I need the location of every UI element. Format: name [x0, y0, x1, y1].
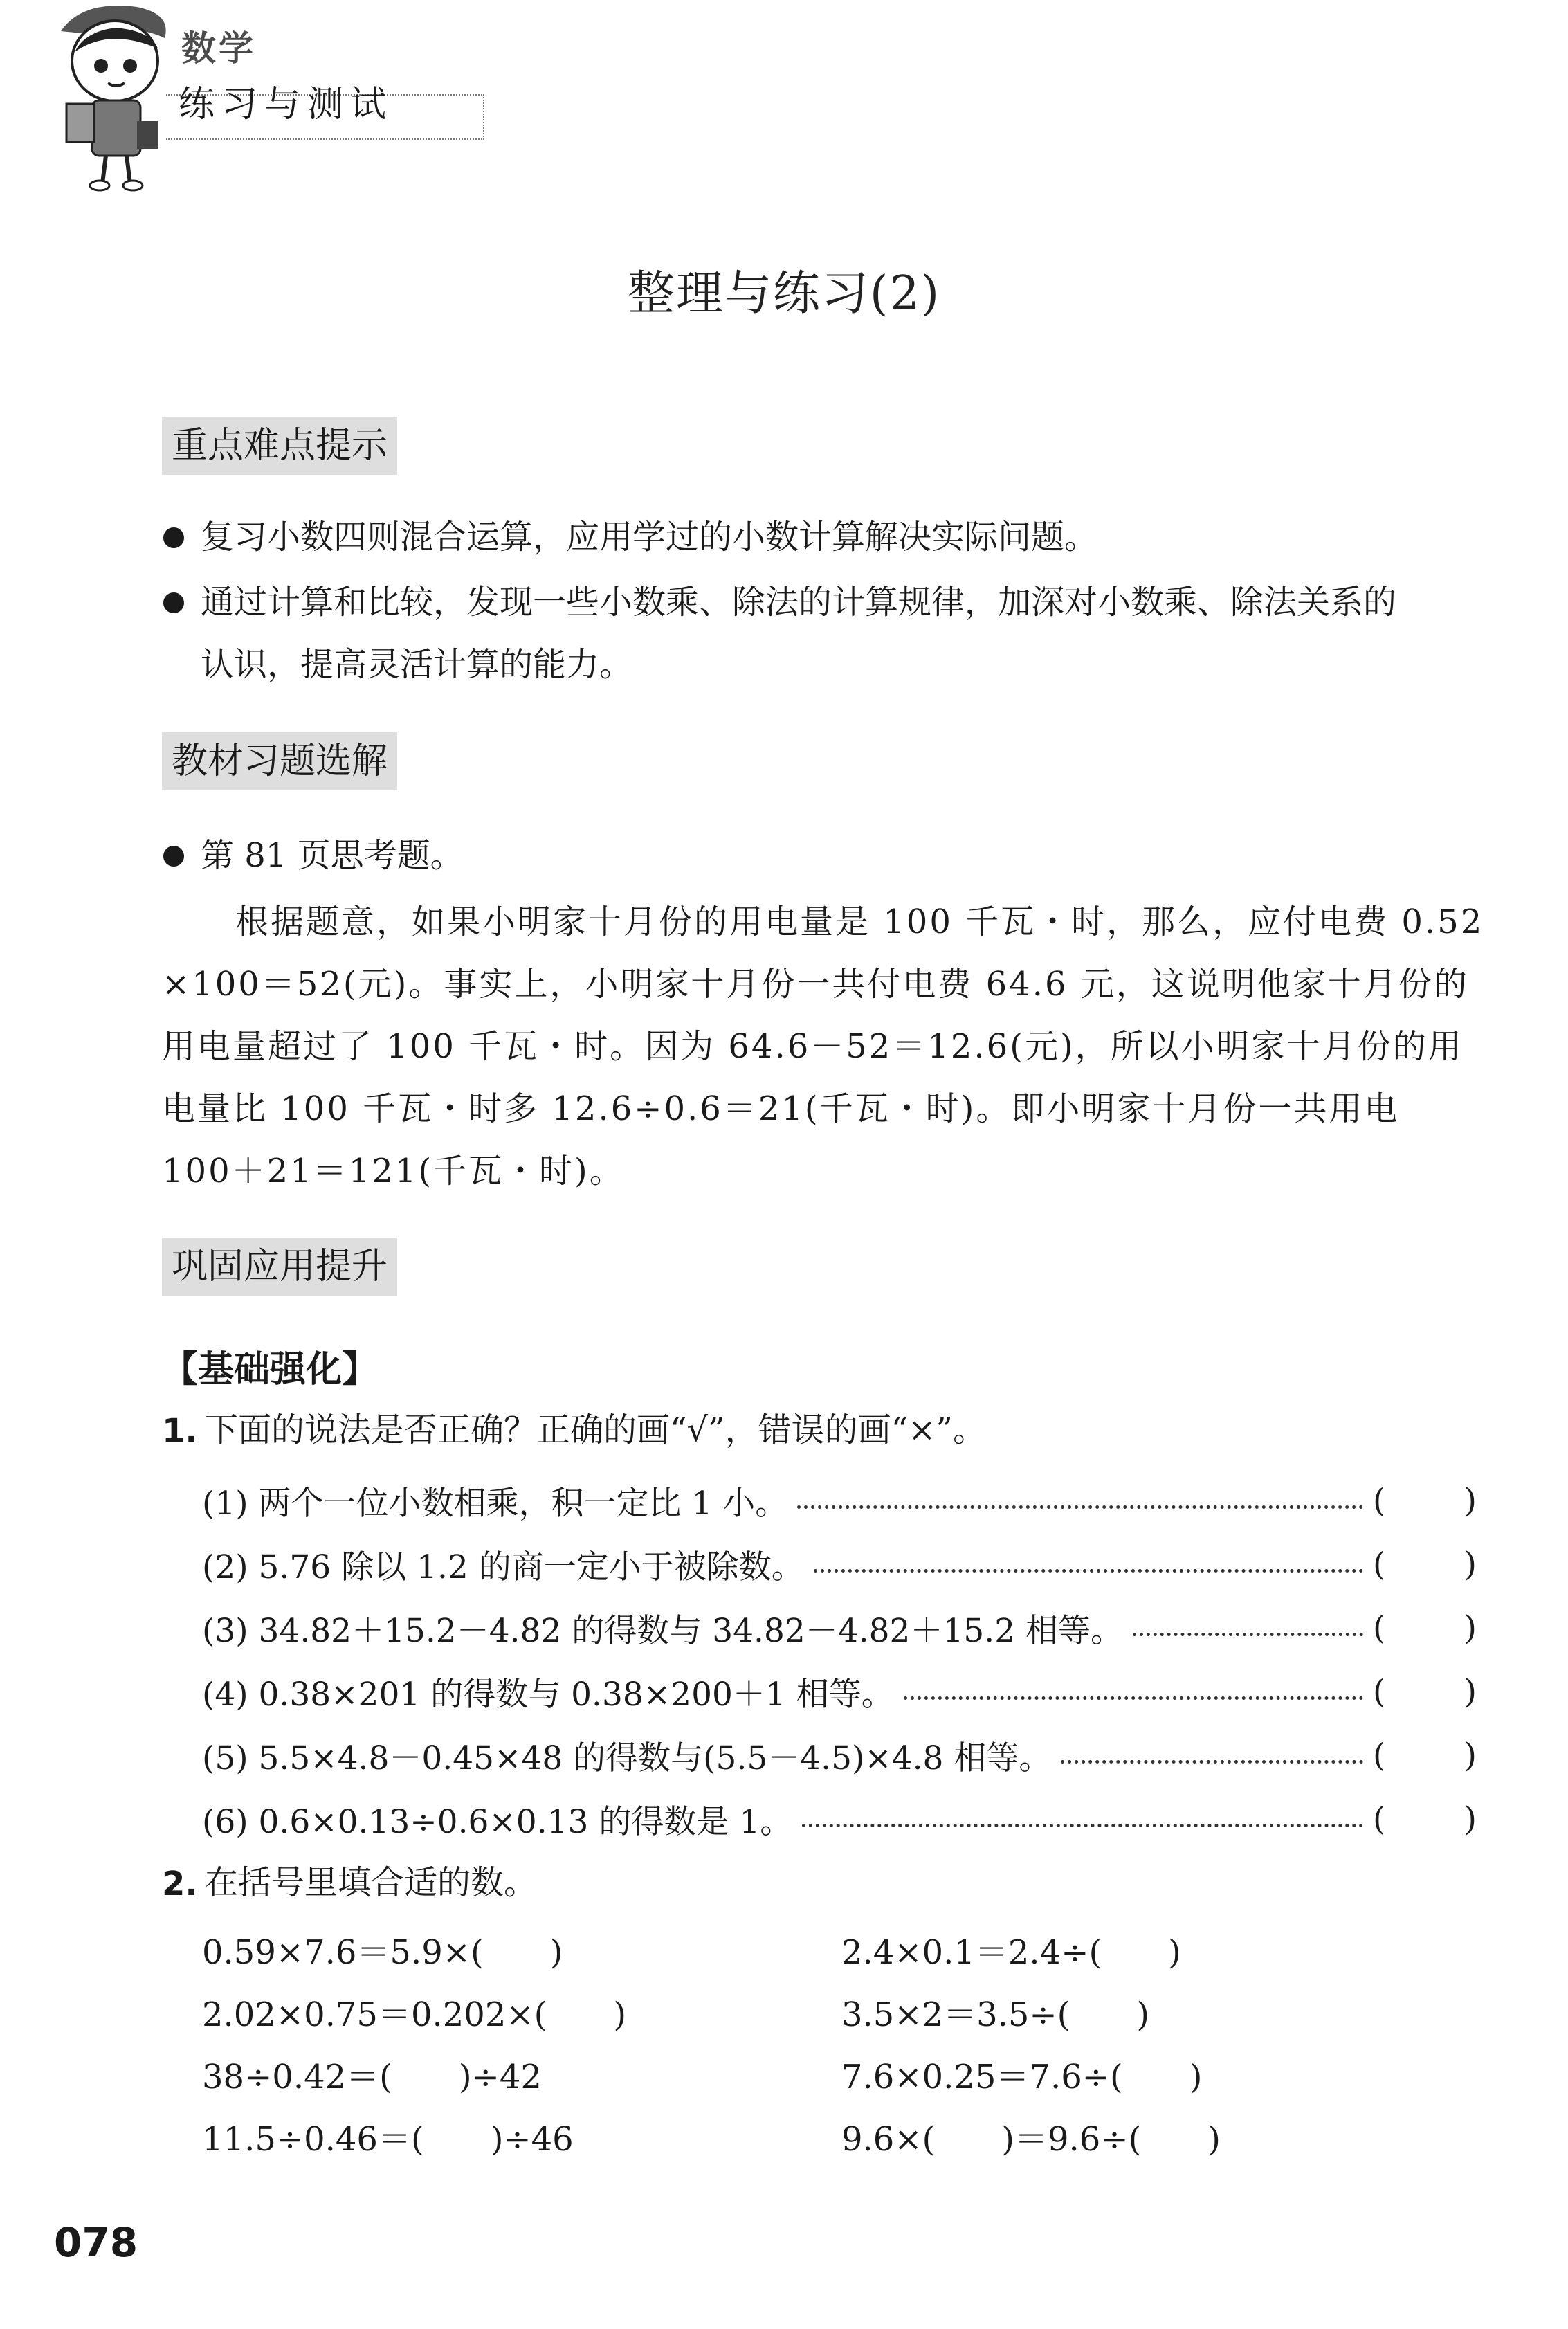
- key-point-2-line2: 认识，提高灵活计算的能力。: [201, 645, 633, 684]
- answer-bracket: ( ): [1373, 1545, 1477, 1584]
- section-heading-textbook: 教材习题选解: [162, 732, 397, 790]
- leader-dots: [1061, 1760, 1363, 1764]
- key-point-2-line1: 通过计算和比较，发现一些小数乘、除法的计算规律，加深对小数乘、除法关系的: [201, 583, 1397, 622]
- bullet-dot-icon: [163, 527, 184, 548]
- leader-dots: [904, 1696, 1363, 1700]
- tf-item: [202, 1542, 1477, 1586]
- tf-statement: (5) 5.5×4.8－0.45×48 的得数与(5.5－4.5)×4.8 相等。: [202, 1739, 1052, 1777]
- fill-blank-right-1: 2.4×0.1＝2.4÷( ): [841, 1933, 1181, 1972]
- brand-subject: 数学: [181, 28, 256, 69]
- q2-number: 2.: [162, 1865, 198, 1903]
- answer-bracket: ( ): [1373, 1672, 1477, 1711]
- page-number: 078: [54, 2219, 138, 2266]
- leader-dots: [797, 1505, 1363, 1509]
- solution-line-2: ×100＝52(元)。事实上，小明家十月份一共付电费 64.6 元，这说明他家十月份的: [162, 965, 1469, 1004]
- fill-blank-left-1: 0.59×7.6＝5.9×( ): [202, 1933, 563, 1972]
- tf-item: [202, 1669, 1477, 1714]
- solution-line-4: 电量比 100 千瓦・时多 12.6÷0.6＝21(千瓦・时)。即小明家十月份一共用电: [162, 1089, 1400, 1128]
- tf-statement: (4) 0.38×201 的得数与 0.38×200＋1 相等。: [202, 1675, 894, 1714]
- leader-dots: [814, 1569, 1363, 1573]
- tf-item: [202, 1797, 1477, 1841]
- solution-line-1: 根据题意，如果小明家十月份的用电量是 100 千瓦・时，那么，应付电费 0.52: [235, 903, 1484, 941]
- bullet-dot-icon: [163, 846, 184, 867]
- answer-bracket: ( ): [1373, 1736, 1477, 1775]
- fill-blank-left-4: 11.5÷0.46＝( )÷46: [202, 2120, 574, 2159]
- tf-statement: (1) 两个一位小数相乘，积一定比 1 小。: [202, 1484, 788, 1523]
- answer-bracket: ( ): [1373, 1608, 1477, 1647]
- basic-label: 【基础强化】: [162, 1349, 379, 1390]
- tf-item: [202, 1606, 1477, 1650]
- fill-blank-right-3: 7.6×0.25＝7.6÷( ): [841, 2058, 1203, 2096]
- leader-dots: [802, 1824, 1363, 1827]
- key-point-1: 复习小数四则混合运算，应用学过的小数计算解决实际问题。: [201, 518, 1098, 556]
- textbook-item: 第 81 页思考题。: [201, 836, 464, 875]
- fill-blank-left-3: 38÷0.42＝( )÷42: [202, 2058, 542, 2096]
- tf-statement: (6) 0.6×0.13÷0.6×0.13 的得数是 1。: [202, 1802, 793, 1841]
- solution-line-5: 100＋21＝121(千瓦・时)。: [162, 1152, 625, 1190]
- brand-series: 练习与测试: [179, 84, 394, 125]
- tf-statement: (3) 34.82＋15.2－4.82 的得数与 34.82－4.82＋15.2 相等。: [202, 1611, 1124, 1650]
- tf-item: [202, 1478, 1477, 1523]
- q1-number: 1.: [162, 1412, 198, 1451]
- answer-bracket: ( ): [1373, 1481, 1477, 1520]
- page-title: 整理与练习(2): [627, 266, 941, 321]
- bullet-dot-icon: [163, 592, 184, 613]
- tf-statement: (2) 5.76 除以 1.2 的商一定小于被除数。: [202, 1548, 804, 1586]
- fill-blank-right-4: 9.6×( )＝9.6÷( ): [841, 2120, 1221, 2159]
- fill-blank-right-2: 3.5×2＝3.5÷( ): [841, 1995, 1150, 2034]
- section-heading-consolidate: 巩固应用提升: [162, 1238, 397, 1296]
- tf-item: [202, 1733, 1477, 1777]
- answer-bracket: ( ): [1373, 1800, 1477, 1838]
- solution-line-3: 用电量超过了 100 千瓦・时。因为 64.6－52＝12.6(元)，所以小明家十月份的用: [162, 1027, 1464, 1066]
- leader-dots: [1133, 1633, 1363, 1636]
- section-heading-key-points: 重点难点提示: [162, 417, 397, 475]
- q2-prompt: 在括号里填合适的数。: [205, 1863, 538, 1902]
- q1-prompt: 下面的说法是否正确？正确的画“√”，错误的画“×”。: [205, 1411, 986, 1449]
- fill-blank-left-2: 2.02×0.75＝0.202×( ): [202, 1995, 627, 2034]
